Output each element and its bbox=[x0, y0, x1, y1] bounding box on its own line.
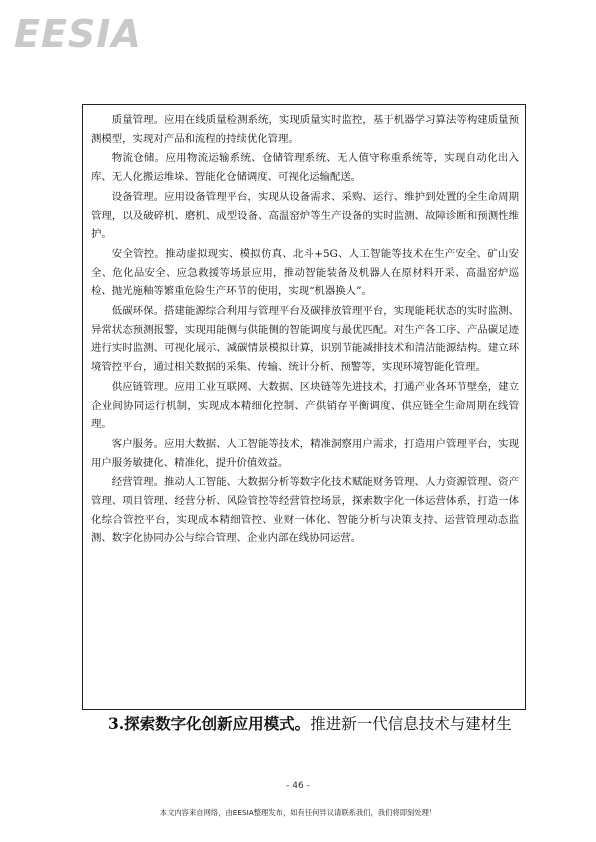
paragraph-operations: 经营管理。推动人工智能、大数据分析等数字化技术赋能财务管理、人力资源管理、资产管理、项目管理、经营分析、风险管控等经营管控场景，探索数字化一体运营体系，打造一体化综合管控平台，实现成本精细管控、业财一体化、智能分析与决策支持、运营管理动态监测、数字化协同办公与综合管理、企业内部在线协同运营。 bbox=[91, 476, 519, 545]
eesia-logo: EESIA bbox=[14, 12, 142, 56]
content-box bbox=[82, 104, 526, 710]
paragraph-equipment: 设备管理。应用设备管理平台，实现从设备需求、采购、运行、维护到处置的全生命周期管理，以及破碎机、磨机、成型设备、高温窑炉等生产设备的实时监测、故障诊断和预测性维护。 bbox=[91, 190, 519, 241]
paragraph-customer: 客户服务。应用大数据、人工智能等技术，精准洞察用户需求，打造用户管理平台，实现用户服务敏捷化、精准化，提升价值效益。 bbox=[91, 437, 519, 469]
footer-note: 本文内容来自网络，由EESIA整理发布，如有任何异议请联系我们，我们将即刻处理！ bbox=[159, 808, 437, 817]
section-heading-line bbox=[108, 714, 528, 734]
page-number: - 46 - bbox=[286, 781, 310, 791]
paragraph-lowcarbon: 低碳环保。搭建能源综合利用与管理平台及碳排放管理平台，实现能耗状态的实时监测、异常状态预测报警，实现用能侧与供能侧的智能调度与最优匹配。对生产各工序、产品碳足迹进行实时监测、可视化展示、减碳情景模拟计算，识别节能减排技术和清洁能源结构。建立环境管控平台，通过相关数据的采集、传输、统计分析、预警等，实现环境智能化管理。 bbox=[91, 305, 519, 374]
section-heading: 3.探索数字化创新应用模式。 bbox=[108, 714, 311, 733]
paragraph-safety: 安全管控。推动虚拟现实、模拟仿真、北斗+5G、人工智能等技术在生产安全、矿山安全、危化品安全、应急救援等场景应用，推动智能装备及机器人在原材料开采、高温窑炉巡检、抛光施釉等繁重危险生产环节的使用，实现“机器换人”。 bbox=[91, 247, 519, 298]
paragraph-logistics: 物流仓储。应用物流运输系统、仓储管理系统、无人值守称重系统等，实现自动化出入库、无人化搬运堆垛、智能化仓储调度、可视化运输配送。 bbox=[91, 152, 519, 184]
section-text: 推进新一代信息技术与建材生 bbox=[310, 715, 512, 733]
paragraph-quality: 质量管理。应用在线质量检测系统，实现质量实时监控，基于机器学习算法等构建质量预测模型，实现对产品和流程的持续优化管理。 bbox=[91, 114, 519, 145]
paragraph-supply-chain: 供应链管理。应用工业互联网、大数据、区块链等先进技术，打通产业各环节壁垒，建立企业间协同运行机制，实现成本精细化控制、产供销存平衡调度、供应链全生命周期在线管理。 bbox=[91, 380, 519, 431]
